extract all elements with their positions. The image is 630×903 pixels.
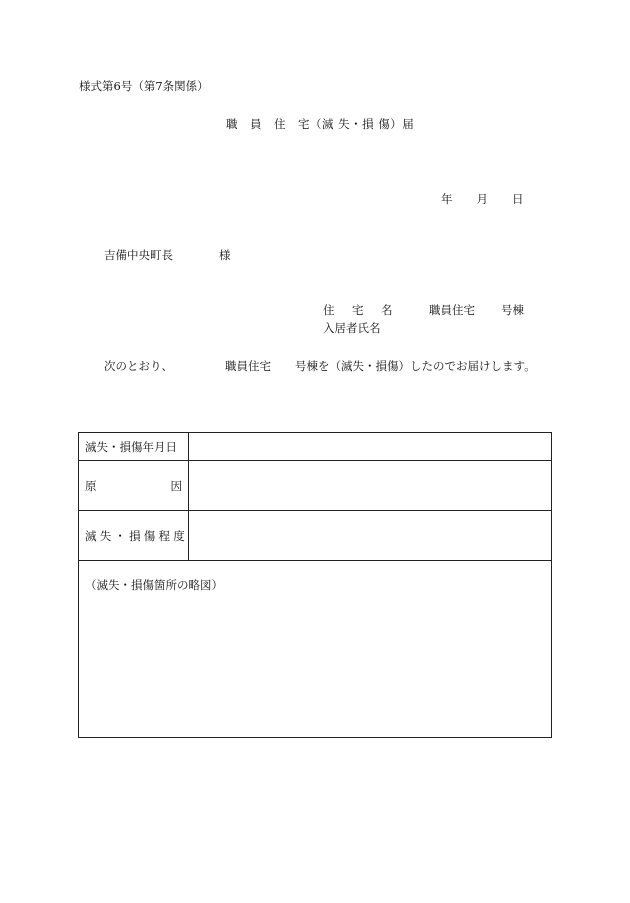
loss-damage-extent-field[interactable] — [189, 511, 552, 561]
date-month-label: 月 — [476, 192, 488, 206]
statement-text — [104, 361, 536, 373]
loss-damage-extent-label: 滅失・損傷程度 — [85, 528, 188, 543]
form-title: 職 員 住 宅（滅 失・損 傷）届 — [226, 117, 415, 131]
form-number: 様式第6号（第7条関係） — [79, 79, 209, 93]
table-row-date — [79, 433, 552, 461]
statement-suffix: 号棟を（滅失・損傷）したのでお届けします。 — [295, 359, 536, 373]
housing-unit-label: 号棟 — [501, 303, 524, 317]
housing-name-label: 住 宅 名 — [323, 303, 396, 317]
resident-name-label: 入居者氏名 — [323, 321, 381, 335]
addressee-honorific: 様 — [219, 248, 231, 262]
cause-label-cell — [79, 461, 189, 511]
loss-damage-date-label: 滅失・損傷年月日 — [85, 439, 177, 454]
extent-label-cell — [79, 511, 189, 561]
report-table — [78, 432, 552, 738]
date-line — [441, 194, 524, 206]
cause-label-char-2: 因 — [170, 478, 182, 493]
cause-label-char-1: 原 — [85, 478, 97, 493]
table-row-extent — [79, 511, 552, 561]
loss-damage-date-field[interactable] — [189, 433, 552, 461]
sketch-field[interactable] — [79, 561, 552, 738]
date-day-label: 日 — [512, 192, 524, 206]
addressee-name: 吉備中央町長 — [104, 248, 173, 262]
housing-name-value: 職員住宅 — [429, 303, 475, 317]
statement-housing: 職員住宅 — [225, 359, 271, 373]
date-year-label: 年 — [441, 192, 453, 206]
cause-field[interactable] — [189, 461, 552, 511]
sketch-label: （滅失・損傷箇所の略図） — [85, 578, 223, 592]
statement-prefix: 次のとおり、 — [104, 359, 173, 373]
date-label-cell — [79, 433, 189, 461]
table-row-cause — [79, 461, 552, 511]
table-row-sketch — [79, 561, 552, 738]
cause-label — [85, 478, 188, 494]
